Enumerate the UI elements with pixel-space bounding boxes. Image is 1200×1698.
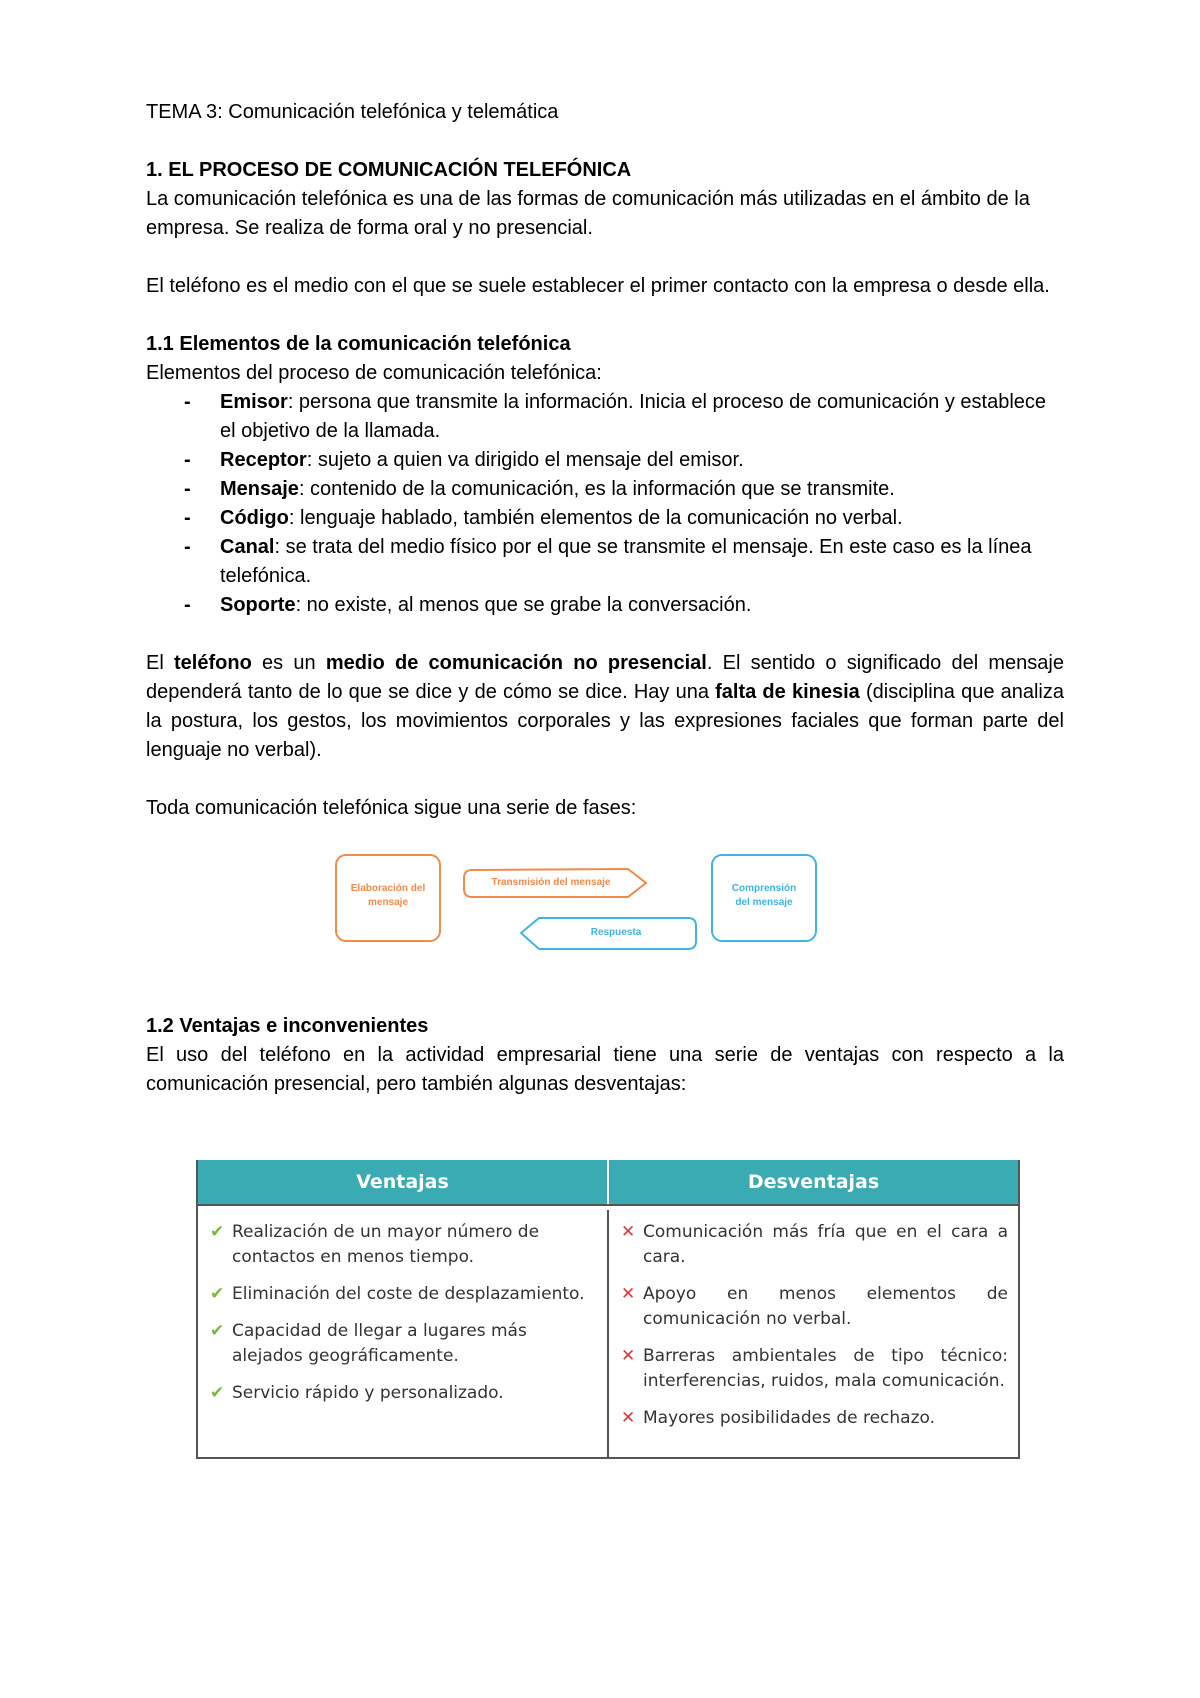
communication-phases-diagram — [146, 823, 1064, 983]
cross-icon: ✕ — [621, 1408, 636, 1428]
section1-paragraph-1: La comunicación telefónica es una de las formas de comunicación más utilizadas en el ámbito de la empresa. Se realiza de forma oral y no presencial. — [146, 188, 1030, 239]
table-header — [198, 1160, 1018, 1204]
check-icon: ✔ — [210, 1222, 225, 1242]
list-item: - Mensaje: contenido de la comunicación, es la información que se transmite. — [184, 478, 895, 500]
list-item: ✕ Apoyo en menos elementos de comunicación no verbal. — [621, 1284, 1008, 1329]
list-item: - Receptor: sujeto a quien va dirigido el mensaje del emisor. — [184, 449, 744, 471]
section1-heading: 1. EL PROCESO DE COMUNICACIÓN TELEFÓNICA — [146, 159, 632, 181]
elaboration-label: Elaboración del mensaje — [350, 883, 426, 908]
desventajas-column — [609, 1210, 1018, 1457]
pros-cons-table — [196, 1160, 1020, 1459]
section12-heading: 1.2 Ventajas e inconvenientes — [146, 1015, 429, 1037]
list-item: ✔ Eliminación del coste de desplazamiento. — [210, 1282, 597, 1307]
section11-heading: 1.1 Elementos de la comunicación telefónica — [146, 333, 571, 355]
list-item: ✔ Capacidad de llegar a lugares más alejados geográficamente. — [210, 1321, 527, 1366]
section1-paragraph-2: El teléfono es el medio con el que se suele establecer el primer contacto con la empresa o desde ella. — [146, 275, 1050, 297]
section11-intro: Elementos del proceso de comunicación telefónica: — [146, 362, 602, 384]
list-item: - Código: lenguaje hablado, también elementos de la comunicación no verbal. — [184, 507, 903, 529]
list-item: - Emisor: persona que transmite la información. Inicia el proceso de comunicación y establece el objetivo de la llamada. — [184, 391, 1047, 442]
transmission-label: Transmisión del mensaje — [491, 877, 611, 888]
cross-icon: ✕ — [621, 1346, 636, 1366]
response-label: Respuesta — [590, 927, 642, 938]
phases-diagram-shapes — [146, 823, 1064, 983]
check-icon: ✔ — [210, 1383, 225, 1403]
check-icon: ✔ — [210, 1321, 225, 1341]
list-item: - Soporte: no existe, al menos que se grabe la conversación. — [184, 594, 752, 616]
document-title: TEMA 3: Comunicación telefónica y telemática — [146, 101, 559, 123]
phases-intro: Toda comunicación telefónica sigue una serie de fases: — [146, 797, 637, 819]
list-item: ✕ Barreras ambientales de tipo técnico: interferencias, ruidos, mala comunicación. — [621, 1346, 1008, 1391]
comprehension-label: Comprensión del mensaje — [731, 883, 797, 908]
check-icon: ✔ — [210, 1284, 225, 1304]
list-item: ✔ Servicio rápido y personalizado. — [210, 1381, 597, 1406]
list-item: ✔ Realización de un mayor número de contactos en menos tiempo. — [210, 1222, 540, 1267]
list-item: - Canal: se trata del medio físico por el que se transmite el mensaje. En este caso es la línea telefónica. — [184, 536, 1032, 587]
elements-list — [146, 388, 1064, 620]
cross-icon: ✕ — [621, 1222, 636, 1242]
section12-paragraph: El uso del teléfono en la actividad empresarial tiene una serie de ventajas con respecto a la comunicación presencial, pero también algunas desventajas: — [146, 1044, 1064, 1095]
document-page — [146, 98, 1064, 1099]
list-item: ✕ Comunicación más fría que en el cara a cara. — [621, 1222, 1008, 1267]
ventajas-header: Ventajas — [198, 1160, 609, 1204]
desventajas-header: Desventajas — [747, 1171, 880, 1193]
cross-icon: ✕ — [621, 1284, 636, 1304]
list-item: ✕ Mayores posibilidades de rechazo. — [621, 1406, 1008, 1431]
ventajas-column — [198, 1210, 609, 1457]
kinesia-paragraph: El teléfono es un medio de comunicación no presencial. El sentido o significado del mensaje dependerá tanto de lo que se dice y de cómo se dice. Hay una falta de kinesia (disciplina que analiza la postura, los gestos, los movimientos corporales y las expresiones faciales que forman parte del lenguaje no verbal). — [146, 652, 1064, 761]
